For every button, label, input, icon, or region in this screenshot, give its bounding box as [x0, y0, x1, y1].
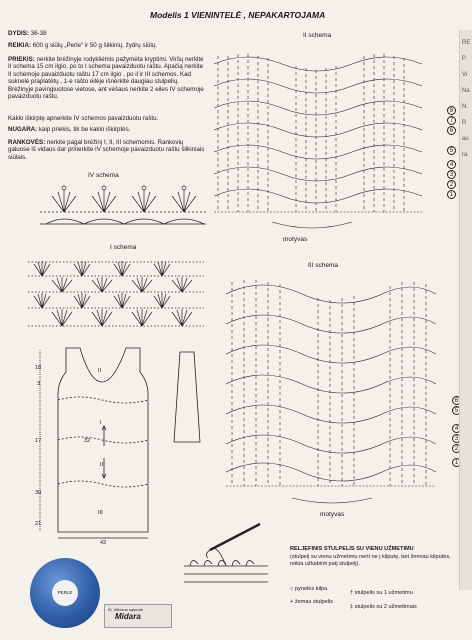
scheme-ii-diagram: [212, 42, 442, 238]
row-marker-iii-3: 3: [452, 434, 461, 443]
dress-label-top: II: [98, 368, 102, 374]
motyvas-label-iii: motyvas: [320, 511, 345, 518]
materials-paragraph: REIKIA: 600 g siūlų „Perle“ ir 50 g šilkinių, žydrų siūlų.: [8, 42, 157, 49]
dress-label-bot1: II: [100, 462, 104, 468]
dress-pattern: [30, 342, 205, 540]
row-marker-ii-2: 2: [447, 180, 456, 189]
row-marker-ii-6: 6: [447, 126, 456, 135]
scheme-iii-label: III schema: [308, 262, 338, 269]
row-marker-iii-6: 6: [452, 396, 461, 405]
scheme-iii-diagram: [222, 272, 442, 508]
page-title: Modelis 1 VIENINTELĖ , NEPAKARTOJAMA: [150, 10, 326, 20]
row-marker-iii-2: 2: [452, 444, 461, 453]
scheme-iv-diagram: [38, 182, 208, 228]
dress-label-bot2: III: [98, 510, 103, 516]
front-paragraph: PRIEKIS: nerkite brėžinyje rodykliėmis pažymėta kryptimi. Viršų nerkite II schema 15 cm ilgio, po to I schema pavaizduotu raštu. Apačią nerkite II schemoje pavaizduotu raštu 17 cm ilgio , po il ir III schemos. Kad suknelė praplatėtų , 1-e rašto eilėje išnerkite daugiau stulpelių. Brėžinyje pavingiuotose vietose, ant vėšaus nerkite 2 eiles IV schemoje pavaizduotu raštu.: [8, 56, 204, 101]
measure-21: 21: [35, 521, 42, 527]
measure-3: 3: [37, 381, 41, 387]
measure-17: 17: [35, 438, 42, 444]
legend-sc: + žemas stulpelis: [290, 599, 334, 605]
row-marker-ii-3: 3: [447, 170, 456, 179]
scheme-i-label: I schema: [110, 244, 137, 251]
sleeves-paragraph: RANKOVĖS: nerkite pagal brėžinį I, II, III schemomis. Rankovių galuose iš vidaus dar prinerkite IV schemoje pavaizduotu raštu šilkiniais siūlais.: [8, 139, 205, 161]
legend-chain: ○ pynelės kilpa: [290, 586, 328, 592]
scheme-iv-label: IV schema: [88, 172, 119, 179]
dress-label-mid: I: [100, 420, 102, 426]
relief-desc: (stulpelį su vienu užmetimu nerti ne į kilputę, bet žemiau kilputės, reikia užkabinti patį stulpelį).: [290, 554, 451, 567]
scheme-ii-label: II schema: [303, 32, 332, 39]
yarn-ball-image: [30, 558, 100, 628]
measure-32: 32: [84, 438, 91, 444]
row-marker-iii-5: 5: [452, 406, 461, 415]
hook-illustration: [180, 520, 272, 584]
scheme-i-diagram: [22, 256, 210, 334]
motyvas-label-ii: motyvas: [283, 236, 308, 243]
yarn-label: PERLE: [52, 580, 78, 606]
brand-tag: Ei. Vilniaus sąsuotė Midara: [104, 604, 172, 628]
row-marker-ii-7: 7: [447, 116, 456, 125]
legend-dc: † stulpelis su 1 užmetimu: [350, 590, 413, 596]
measure-18: 18: [35, 365, 42, 371]
relief-title: RELJEFINIS STULPELIS SU VIENU UŽMETIMU: [290, 546, 414, 552]
row-marker-ii-5: 5: [447, 146, 456, 155]
measure-30: 30: [35, 490, 42, 496]
row-marker-ii-8: 8: [447, 106, 456, 115]
legend-tr: ‡ stulpelis su 2 užmetimais: [350, 604, 417, 610]
row-marker-ii-1: 1: [447, 190, 456, 199]
measure-42: 42: [100, 540, 107, 546]
row-marker-iii-4: 4: [452, 424, 461, 433]
row-marker-ii-4: 4: [447, 160, 456, 169]
neckline-paragraph: Kaklo iškirptę apnerkite IV schemos pavaizduotu raštu.: [8, 115, 159, 122]
size-paragraph: DYDIS: 36-38: [8, 30, 47, 37]
back-paragraph: NUGARA: kaip priekis, tik be kaklo iškirptės.: [8, 126, 131, 133]
row-marker-iii-1: 1: [452, 458, 461, 467]
next-page-edge: RE P Vi Na N. R au ra: [459, 30, 472, 590]
